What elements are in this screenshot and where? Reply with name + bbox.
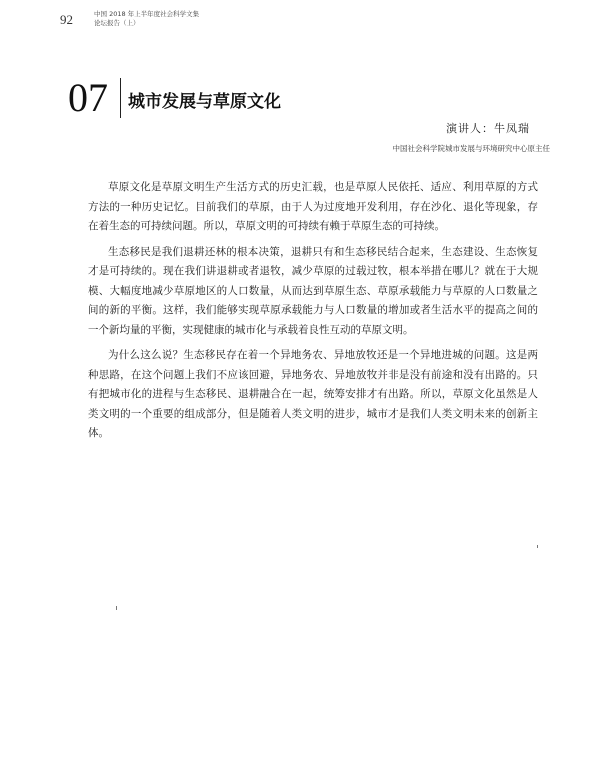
header-title-block [94,10,314,28]
paragraph: 生态移民是我们退耕还林的根本决策，退耕只有和生态移民结合起来，生态建设、生态恢复才是可持续的。现在我们讲退耕或者退牧，减少草原的过载过牧，根本举措在哪儿？就在于大规模、大幅度地减少草原地区的人口数量，从而达到草原生态、草原承载能力与草原的人口数量之间的新的平衡。这样，我们能够实现草原承载能力与人口数量的增加或者生活水平的提高之间的一个新均量的平衡，实现健康的城市化与承载着良性互动的草原文明。 [88,245,538,336]
header-line-1: 中国 2018 年上半年度社会科学文集 [94,10,200,18]
chapter-divider [120,78,121,118]
speaker-affiliation: 中国社会科学院城市发展与环境研究中心原主任 [392,144,550,153]
scan-speck [537,545,538,548]
speaker-line: 演讲人：牛凤瑞 [446,122,530,135]
paragraph: 为什么这么说？生态移民存在着一个异地务农、异地放牧还是一个异地进城的问题。这是两种思路，在这个问题上我们不应该回避，异地务农、异地放牧并非是没有前途和没有出路的。只有把城市化的进程与生态移民、退耕融合在一起，统筹安排才有出路。所以，草原文化虽然是人类文明的一个重要的组成部分，但是随着人类文明的进步，城市才是我们人类文明未来的创新主体。 [88,349,538,439]
scan-speck [116,606,117,610]
chapter-title: 城市发展与草原文化 [128,92,281,112]
page-number: 92 [60,12,73,27]
chapter-number: 07 [68,75,108,120]
article-body [88,178,538,450]
header-line-2: 论坛报告（上） [94,19,140,27]
paragraph: 草原文化是草原文明生产生活方式的历史汇载，也是草原人民依托、适应、利用草原的方式方法的一种历史记忆。目前我们的草原，由于人为过度地开发利用，存在沙化、退化等现象，存在着生态的可持续问题。所以，草原文明的可持续有赖于草原生态的可持续。 [88,181,538,232]
